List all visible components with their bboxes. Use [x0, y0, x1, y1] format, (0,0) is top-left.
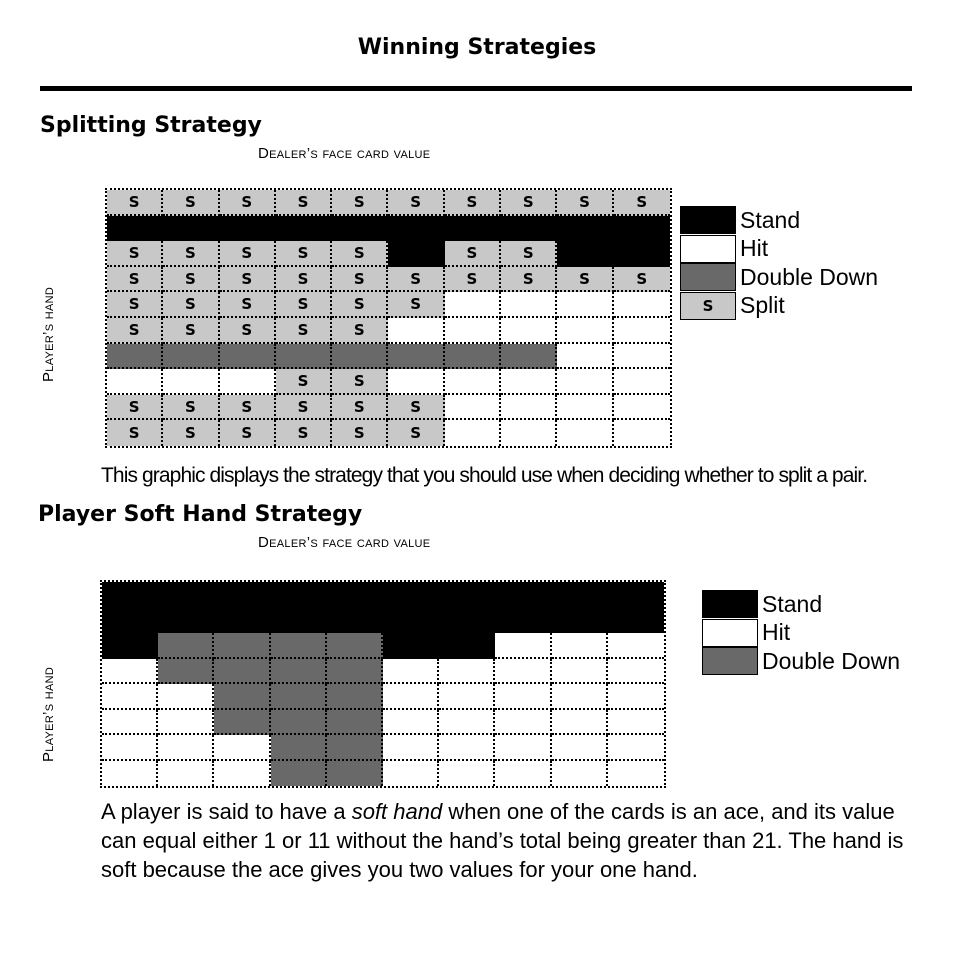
splitting-cell-split: S [501, 241, 557, 267]
soft-hand-cell-stand [271, 582, 327, 608]
splitting-cell-split: S [220, 420, 276, 446]
soft-hand-cell-hit [383, 684, 439, 710]
soft-caption-after: when one of the cards is an ace, and its value can equal either 1 or 11 without the hand’s total being greater than 21. The hand is soft because the ace gives you two values for your one hand. [101, 799, 904, 882]
soft-hand-cell-double-down [327, 684, 383, 710]
soft-hand-cell-double-down [214, 710, 270, 736]
splitting-cell-hit [557, 318, 613, 344]
splitting-cell-split: S [163, 190, 219, 216]
splitting-cell-hit [501, 369, 557, 395]
splitting-cell-split: S [107, 318, 163, 344]
soft-hand-cell-double-down [271, 684, 327, 710]
splitting-cell-hit [557, 344, 613, 370]
splitting-cell-stand [614, 216, 670, 242]
splitting-cell-split: S [220, 190, 276, 216]
splitting-cell-hit [557, 369, 613, 395]
soft-hand-cell-hit [608, 761, 664, 787]
splitting-cell-split: S [332, 190, 388, 216]
splitting-cell-double-down [445, 344, 501, 370]
splitting-cell-double-down [163, 344, 219, 370]
header-rule [40, 86, 912, 91]
soft-hand-cell-stand [552, 608, 608, 634]
splitting-cell-split: S [557, 267, 613, 293]
splitting-cell-split: S [220, 318, 276, 344]
soft-hand-cell-stand [608, 608, 664, 634]
soft-hand-cell-hit [552, 659, 608, 685]
soft-hand-cell-hit [439, 684, 495, 710]
splitting-caption: This graphic displays the strategy that you should use when deciding whether to split a pair. [101, 464, 868, 487]
soft-hand-cell-hit [552, 761, 608, 787]
splitting-cell-hit [614, 395, 670, 421]
soft-hand-cell-hit [158, 761, 214, 787]
splitting-legend-item-stand [680, 206, 878, 235]
soft-hand-legend-label: Double Down [762, 647, 901, 674]
splitting-cell-split: S [332, 292, 388, 318]
soft-hand-legend-item-hit [702, 619, 900, 648]
soft-hand-cell-hit [608, 684, 664, 710]
soft-hand-cell-hit [439, 710, 495, 736]
soft-hand-cell-stand [214, 582, 270, 608]
soft-hand-cell-stand [439, 633, 495, 659]
soft-hand-legend-item-stand [702, 590, 900, 619]
soft-hand-legend-label: Hit [762, 619, 791, 646]
splitting-cell-split: S [220, 292, 276, 318]
soft-hand-legend-swatch-stand [702, 590, 758, 618]
splitting-cell-split: S [332, 241, 388, 267]
soft-hand-cell-hit [495, 684, 551, 710]
soft-hand-caption [101, 797, 921, 884]
splitting-cell-hit [557, 395, 613, 421]
soft-hand-cell-double-down [271, 633, 327, 659]
splitting-cell-split: S [276, 369, 332, 395]
soft-hand-cell-hit [608, 659, 664, 685]
splitting-row-axis-label: Player’s hand [40, 286, 57, 382]
soft-hand-cell-hit [158, 710, 214, 736]
splitting-cell-split: S [276, 190, 332, 216]
splitting-cell-stand [332, 216, 388, 242]
soft-hand-cell-stand [214, 608, 270, 634]
splitting-legend-label: Stand [740, 206, 801, 233]
soft-hand-cell-double-down [271, 735, 327, 761]
splitting-cell-split: S [107, 241, 163, 267]
soft-hand-cell-hit [608, 735, 664, 761]
soft-hand-cell-stand [102, 582, 158, 608]
splitting-cell-hit [501, 292, 557, 318]
soft-hand-cell-stand [102, 608, 158, 634]
splitting-cell-split: S [388, 267, 444, 293]
splitting-cell-stand [388, 241, 444, 267]
soft-hand-row-axis-label: Player’s hand [40, 666, 57, 762]
splitting-column-axis-label: Dealer’s face card value [258, 145, 431, 162]
soft-hand-cell-double-down [214, 684, 270, 710]
splitting-legend-item-split [680, 292, 878, 321]
splitting-cell-split: S [332, 318, 388, 344]
splitting-cell-split: S [388, 395, 444, 421]
splitting-cell-hit [501, 318, 557, 344]
splitting-cell-split: S [220, 267, 276, 293]
splitting-cell-hit [614, 344, 670, 370]
soft-hand-cell-double-down [327, 633, 383, 659]
splitting-cell-hit [614, 292, 670, 318]
soft-hand-cell-stand [383, 633, 439, 659]
splitting-legend-swatch-stand [680, 206, 736, 234]
soft-hand-cell-hit [439, 761, 495, 787]
splitting-cell-split: S [107, 190, 163, 216]
soft-hand-cell-hit [214, 761, 270, 787]
soft-hand-cell-double-down [214, 659, 270, 685]
splitting-cell-hit [107, 369, 163, 395]
soft-hand-cell-double-down [271, 659, 327, 685]
soft-hand-cell-stand [439, 582, 495, 608]
soft-hand-cell-hit [495, 633, 551, 659]
splitting-cell-double-down [107, 344, 163, 370]
splitting-cell-stand [614, 241, 670, 267]
splitting-cell-stand [445, 216, 501, 242]
soft-hand-column-axis-label: Dealer’s face card value [258, 534, 431, 551]
soft-hand-cell-hit [495, 761, 551, 787]
splitting-cell-split: S [614, 267, 670, 293]
splitting-cell-split: S [445, 190, 501, 216]
soft-hand-cell-double-down [271, 761, 327, 787]
splitting-cell-stand [107, 216, 163, 242]
soft-hand-legend-item-double-down [702, 647, 900, 676]
splitting-cell-split: S [163, 292, 219, 318]
soft-hand-cell-stand [495, 582, 551, 608]
splitting-cell-split: S [163, 395, 219, 421]
soft-hand-cell-hit [552, 735, 608, 761]
splitting-cell-stand [557, 241, 613, 267]
splitting-cell-double-down [332, 344, 388, 370]
splitting-cell-hit [501, 395, 557, 421]
soft-hand-cell-stand [439, 608, 495, 634]
splitting-cell-stand [276, 216, 332, 242]
page-title: Winning Strategies [357, 35, 597, 60]
soft-hand-cell-stand [495, 608, 551, 634]
splitting-cell-hit [557, 420, 613, 446]
splitting-cell-split: S [445, 241, 501, 267]
splitting-cell-split: S [163, 241, 219, 267]
soft-hand-cell-double-down [327, 659, 383, 685]
soft-hand-cell-hit [383, 659, 439, 685]
splitting-cell-split: S [388, 292, 444, 318]
splitting-legend-label: Split [740, 292, 785, 319]
soft-hand-cell-hit [495, 710, 551, 736]
splitting-cell-split: S [388, 420, 444, 446]
splitting-cell-hit [557, 292, 613, 318]
splitting-cell-stand [163, 216, 219, 242]
splitting-strategy-grid [105, 188, 672, 448]
splitting-cell-hit [163, 369, 219, 395]
splitting-cell-split: S [388, 190, 444, 216]
splitting-cell-double-down [388, 344, 444, 370]
splitting-cell-split: S [163, 267, 219, 293]
soft-hand-cell-stand [608, 582, 664, 608]
splitting-legend-label: Hit [740, 235, 769, 262]
soft-hand-cell-hit [158, 684, 214, 710]
soft-hand-cell-stand [327, 582, 383, 608]
splitting-cell-hit [445, 420, 501, 446]
splitting-cell-split: S [276, 318, 332, 344]
splitting-cell-stand [557, 216, 613, 242]
splitting-cell-double-down [501, 344, 557, 370]
splitting-cell-split: S [276, 241, 332, 267]
splitting-cell-stand [220, 216, 276, 242]
splitting-cell-hit [614, 369, 670, 395]
soft-hand-legend [702, 590, 900, 676]
splitting-legend-swatch-hit [680, 235, 736, 263]
splitting-cell-split: S [332, 267, 388, 293]
soft-hand-cell-hit [495, 735, 551, 761]
soft-hand-cell-hit [552, 633, 608, 659]
soft-hand-cell-hit [608, 633, 664, 659]
soft-hand-cell-double-down [327, 735, 383, 761]
soft-hand-cell-double-down [158, 659, 214, 685]
splitting-legend-swatch-split: S [680, 292, 736, 320]
splitting-legend-label: Double Down [740, 263, 879, 290]
soft-hand-cell-hit [608, 710, 664, 736]
soft-hand-legend-swatch-double-down [702, 647, 758, 675]
soft-hand-cell-double-down [327, 761, 383, 787]
soft-hand-cell-hit [439, 659, 495, 685]
splitting-cell-hit [614, 318, 670, 344]
splitting-cell-split: S [614, 190, 670, 216]
splitting-cell-stand [388, 216, 444, 242]
soft-hand-legend-label: Stand [762, 590, 823, 617]
soft-hand-cell-stand [102, 633, 158, 659]
soft-hand-cell-stand [158, 608, 214, 634]
splitting-legend-swatch-double-down [680, 263, 736, 291]
splitting-cell-hit [445, 395, 501, 421]
splitting-cell-split: S [501, 267, 557, 293]
soft-hand-cell-hit [552, 710, 608, 736]
splitting-cell-split: S [107, 395, 163, 421]
splitting-cell-hit [445, 292, 501, 318]
splitting-cell-split: S [332, 420, 388, 446]
splitting-legend-item-hit [680, 235, 878, 264]
splitting-cell-split: S [276, 395, 332, 421]
soft-caption-italic: soft hand [351, 799, 443, 824]
splitting-cell-split: S [220, 395, 276, 421]
soft-hand-cell-double-down [327, 710, 383, 736]
splitting-cell-split: S [332, 395, 388, 421]
splitting-cell-split: S [332, 369, 388, 395]
splitting-legend [680, 206, 878, 320]
soft-hand-cell-double-down [271, 710, 327, 736]
soft-hand-cell-stand [552, 582, 608, 608]
soft-hand-cell-hit [102, 761, 158, 787]
soft-hand-strategy-grid [100, 580, 666, 788]
soft-hand-cell-stand [383, 608, 439, 634]
splitting-cell-hit [445, 369, 501, 395]
soft-hand-cell-hit [102, 659, 158, 685]
splitting-cell-split: S [107, 267, 163, 293]
splitting-cell-double-down [220, 344, 276, 370]
splitting-cell-split: S [445, 267, 501, 293]
splitting-cell-hit [614, 420, 670, 446]
splitting-cell-stand [501, 216, 557, 242]
splitting-cell-split: S [276, 267, 332, 293]
soft-hand-cell-stand [271, 608, 327, 634]
soft-hand-cell-hit [383, 735, 439, 761]
soft-hand-cell-hit [102, 684, 158, 710]
soft-hand-cell-double-down [158, 633, 214, 659]
soft-hand-cell-hit [439, 735, 495, 761]
splitting-cell-hit [388, 369, 444, 395]
splitting-cell-split: S [163, 318, 219, 344]
splitting-cell-split: S [107, 420, 163, 446]
splitting-cell-hit [388, 318, 444, 344]
soft-hand-cell-hit [383, 710, 439, 736]
splitting-cell-split: S [276, 420, 332, 446]
splitting-cell-split: S [276, 292, 332, 318]
soft-hand-cell-hit [102, 735, 158, 761]
splitting-cell-hit [445, 318, 501, 344]
soft-hand-cell-hit [214, 735, 270, 761]
splitting-legend-item-double-down [680, 263, 878, 292]
splitting-cell-double-down [276, 344, 332, 370]
soft-hand-cell-hit [552, 684, 608, 710]
splitting-cell-split: S [107, 292, 163, 318]
splitting-cell-split: S [557, 190, 613, 216]
splitting-cell-hit [220, 369, 276, 395]
soft-hand-title: Player Soft Hand Strategy [38, 502, 363, 527]
splitting-cell-split: S [163, 420, 219, 446]
soft-hand-cell-stand [327, 608, 383, 634]
soft-hand-cell-stand [158, 582, 214, 608]
soft-hand-cell-hit [102, 710, 158, 736]
soft-hand-cell-double-down [214, 633, 270, 659]
soft-hand-cell-stand [383, 582, 439, 608]
splitting-title: Splitting Strategy [40, 113, 262, 138]
splitting-cell-split: S [501, 190, 557, 216]
splitting-cell-hit [501, 420, 557, 446]
soft-caption-before: A player is said to have a [101, 799, 352, 824]
soft-hand-cell-hit [383, 761, 439, 787]
splitting-cell-split: S [220, 241, 276, 267]
soft-hand-legend-swatch-hit [702, 619, 758, 647]
soft-hand-cell-hit [495, 659, 551, 685]
soft-hand-cell-hit [158, 735, 214, 761]
